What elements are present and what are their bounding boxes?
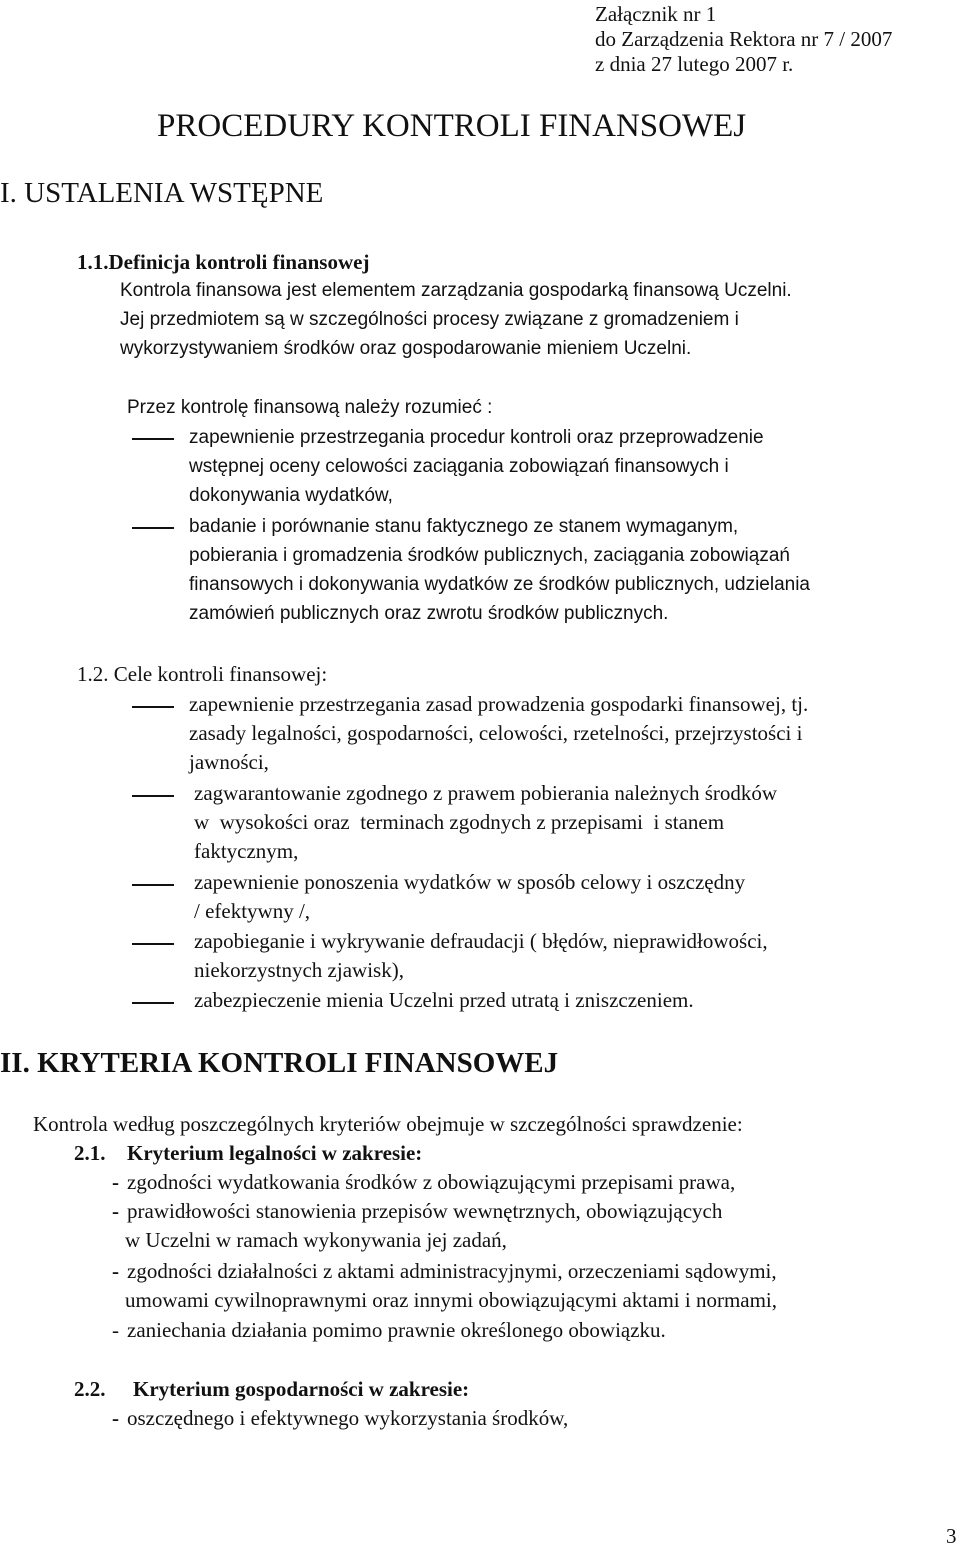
subsection-1-1-heading: 1.1.Definicja kontroli finansowej xyxy=(77,250,370,274)
item-dash: - xyxy=(112,1259,119,1283)
subsection-2-2-number: 2.2. xyxy=(74,1377,106,1401)
item-dash: - xyxy=(112,1406,119,1430)
dash-bullet xyxy=(132,706,174,708)
list-item-line: w Uczelni w ramach wykonywania jej zadań, xyxy=(125,1228,507,1252)
definition-intro: Przez kontrolę finansową należy rozumieć : xyxy=(127,397,493,418)
subsection-2-1-number: 2.1. xyxy=(74,1141,106,1165)
subsection-1-2-heading: 1.2. Cele kontroli finansowej: xyxy=(77,662,328,686)
list-item-line: finansowych i dokonywania wydatków ze środków publicznych, udzielania xyxy=(189,574,810,595)
dash-bullet xyxy=(132,943,174,945)
dash-bullet xyxy=(132,438,174,440)
dash-bullet xyxy=(132,884,174,886)
list-item-line: zabezpieczenie mienia Uczelni przed utratą i zniszczeniem. xyxy=(194,988,694,1012)
list-item-line: pobierania i gromadzenia środków publicznych, zaciągania zobowiązań xyxy=(189,545,790,566)
list-item-line: umowami cywilnoprawnymi oraz innymi obowiązującymi aktami i normami, xyxy=(125,1288,778,1312)
list-item-line: zasady legalności, gospodarności, celowości, rzetelności, przejrzystości i xyxy=(189,721,803,745)
list-item-line: zapewnienie ponoszenia wydatków w sposób celowy i oszczędny xyxy=(194,870,746,894)
subsection-2-2-heading: Kryterium gospodarności w zakresie: xyxy=(133,1377,470,1401)
list-item-line: zapewnienie przestrzegania procedur kontroli oraz przeprowadzenie xyxy=(189,427,764,448)
document-title: PROCEDURY KONTROLI FINANSOWEJ xyxy=(157,108,747,144)
item-dash: - xyxy=(112,1318,119,1342)
list-item-line: faktycznym, xyxy=(194,839,299,863)
section-1-heading: I. USTALENIA WSTĘPNE xyxy=(0,177,324,209)
regulation-date: z dnia 27 lutego 2007 r. xyxy=(595,52,794,76)
list-item-line: niekorzystnych zjawisk), xyxy=(194,958,404,982)
definition-line: Kontrola finansowa jest elementem zarządzania gospodarką finansową Uczelni. xyxy=(120,280,792,301)
list-item-line: oszczędnego i efektywnego wykorzystania środków, xyxy=(127,1406,569,1430)
section-2-heading: II. KRYTERIA KONTROLI FINANSOWEJ xyxy=(0,1047,559,1079)
item-dash: - xyxy=(112,1199,119,1223)
dash-bullet xyxy=(132,795,174,797)
definition-line: Jej przedmiotem są w szczególności procesy związane z gromadzeniem i xyxy=(120,309,739,330)
section-2-intro: Kontrola według poszczególnych kryteriów obejmuje w szczególności sprawdzenie: xyxy=(33,1112,743,1136)
list-item-line: prawidłowości stanowienia przepisów wewnętrznych, obowiązujących xyxy=(127,1199,723,1223)
attachment-label: Załącznik nr 1 xyxy=(595,2,717,26)
list-item-line: wstępnej oceny celowości zaciągania zobowiązań finansowych i xyxy=(189,456,729,477)
list-item-line: zapewnienie przestrzegania zasad prowadzenia gospodarki finansowej, tj. xyxy=(189,692,809,716)
list-item-line: jawności, xyxy=(189,750,269,774)
subsection-2-1-heading: Kryterium legalności w zakresie: xyxy=(127,1141,423,1165)
list-item-line: badanie i porównanie stanu faktycznego ze stanem wymaganym, xyxy=(189,516,739,537)
list-item-line: w wysokości oraz terminach zgodnych z przepisami i stanem xyxy=(194,810,725,834)
list-item-line: dokonywania wydatków, xyxy=(189,485,393,506)
list-item-line: zgodności działalności z aktami administracyjnymi, orzeczeniami sądowymi, xyxy=(127,1259,777,1283)
list-item-line: zgodności wydatkowania środków z obowiązującymi przepisami prawa, xyxy=(127,1170,736,1194)
dash-bullet xyxy=(132,1002,174,1004)
definition-line: wykorzystywaniem środków oraz gospodarowanie mieniem Uczelni. xyxy=(120,338,692,359)
list-item-line: zapobieganie i wykrywanie defraudacji ( błędów, nieprawidłowości, xyxy=(194,929,768,953)
list-item-line: zaniechania działania pomimo prawnie określonego obowiązku. xyxy=(127,1318,666,1342)
regulation-reference: do Zarządzenia Rektora nr 7 / 2007 xyxy=(595,27,893,51)
list-item-line: / efektywny /, xyxy=(194,899,311,923)
page-number: 3 xyxy=(946,1524,957,1548)
list-item-line: zagwarantowanie zgodnego z prawem pobierania należnych środków xyxy=(194,781,778,805)
dash-bullet xyxy=(132,527,174,529)
list-item-line: zamówień publicznych oraz zwrotu środków publicznych. xyxy=(189,603,669,624)
item-dash: - xyxy=(112,1170,119,1194)
